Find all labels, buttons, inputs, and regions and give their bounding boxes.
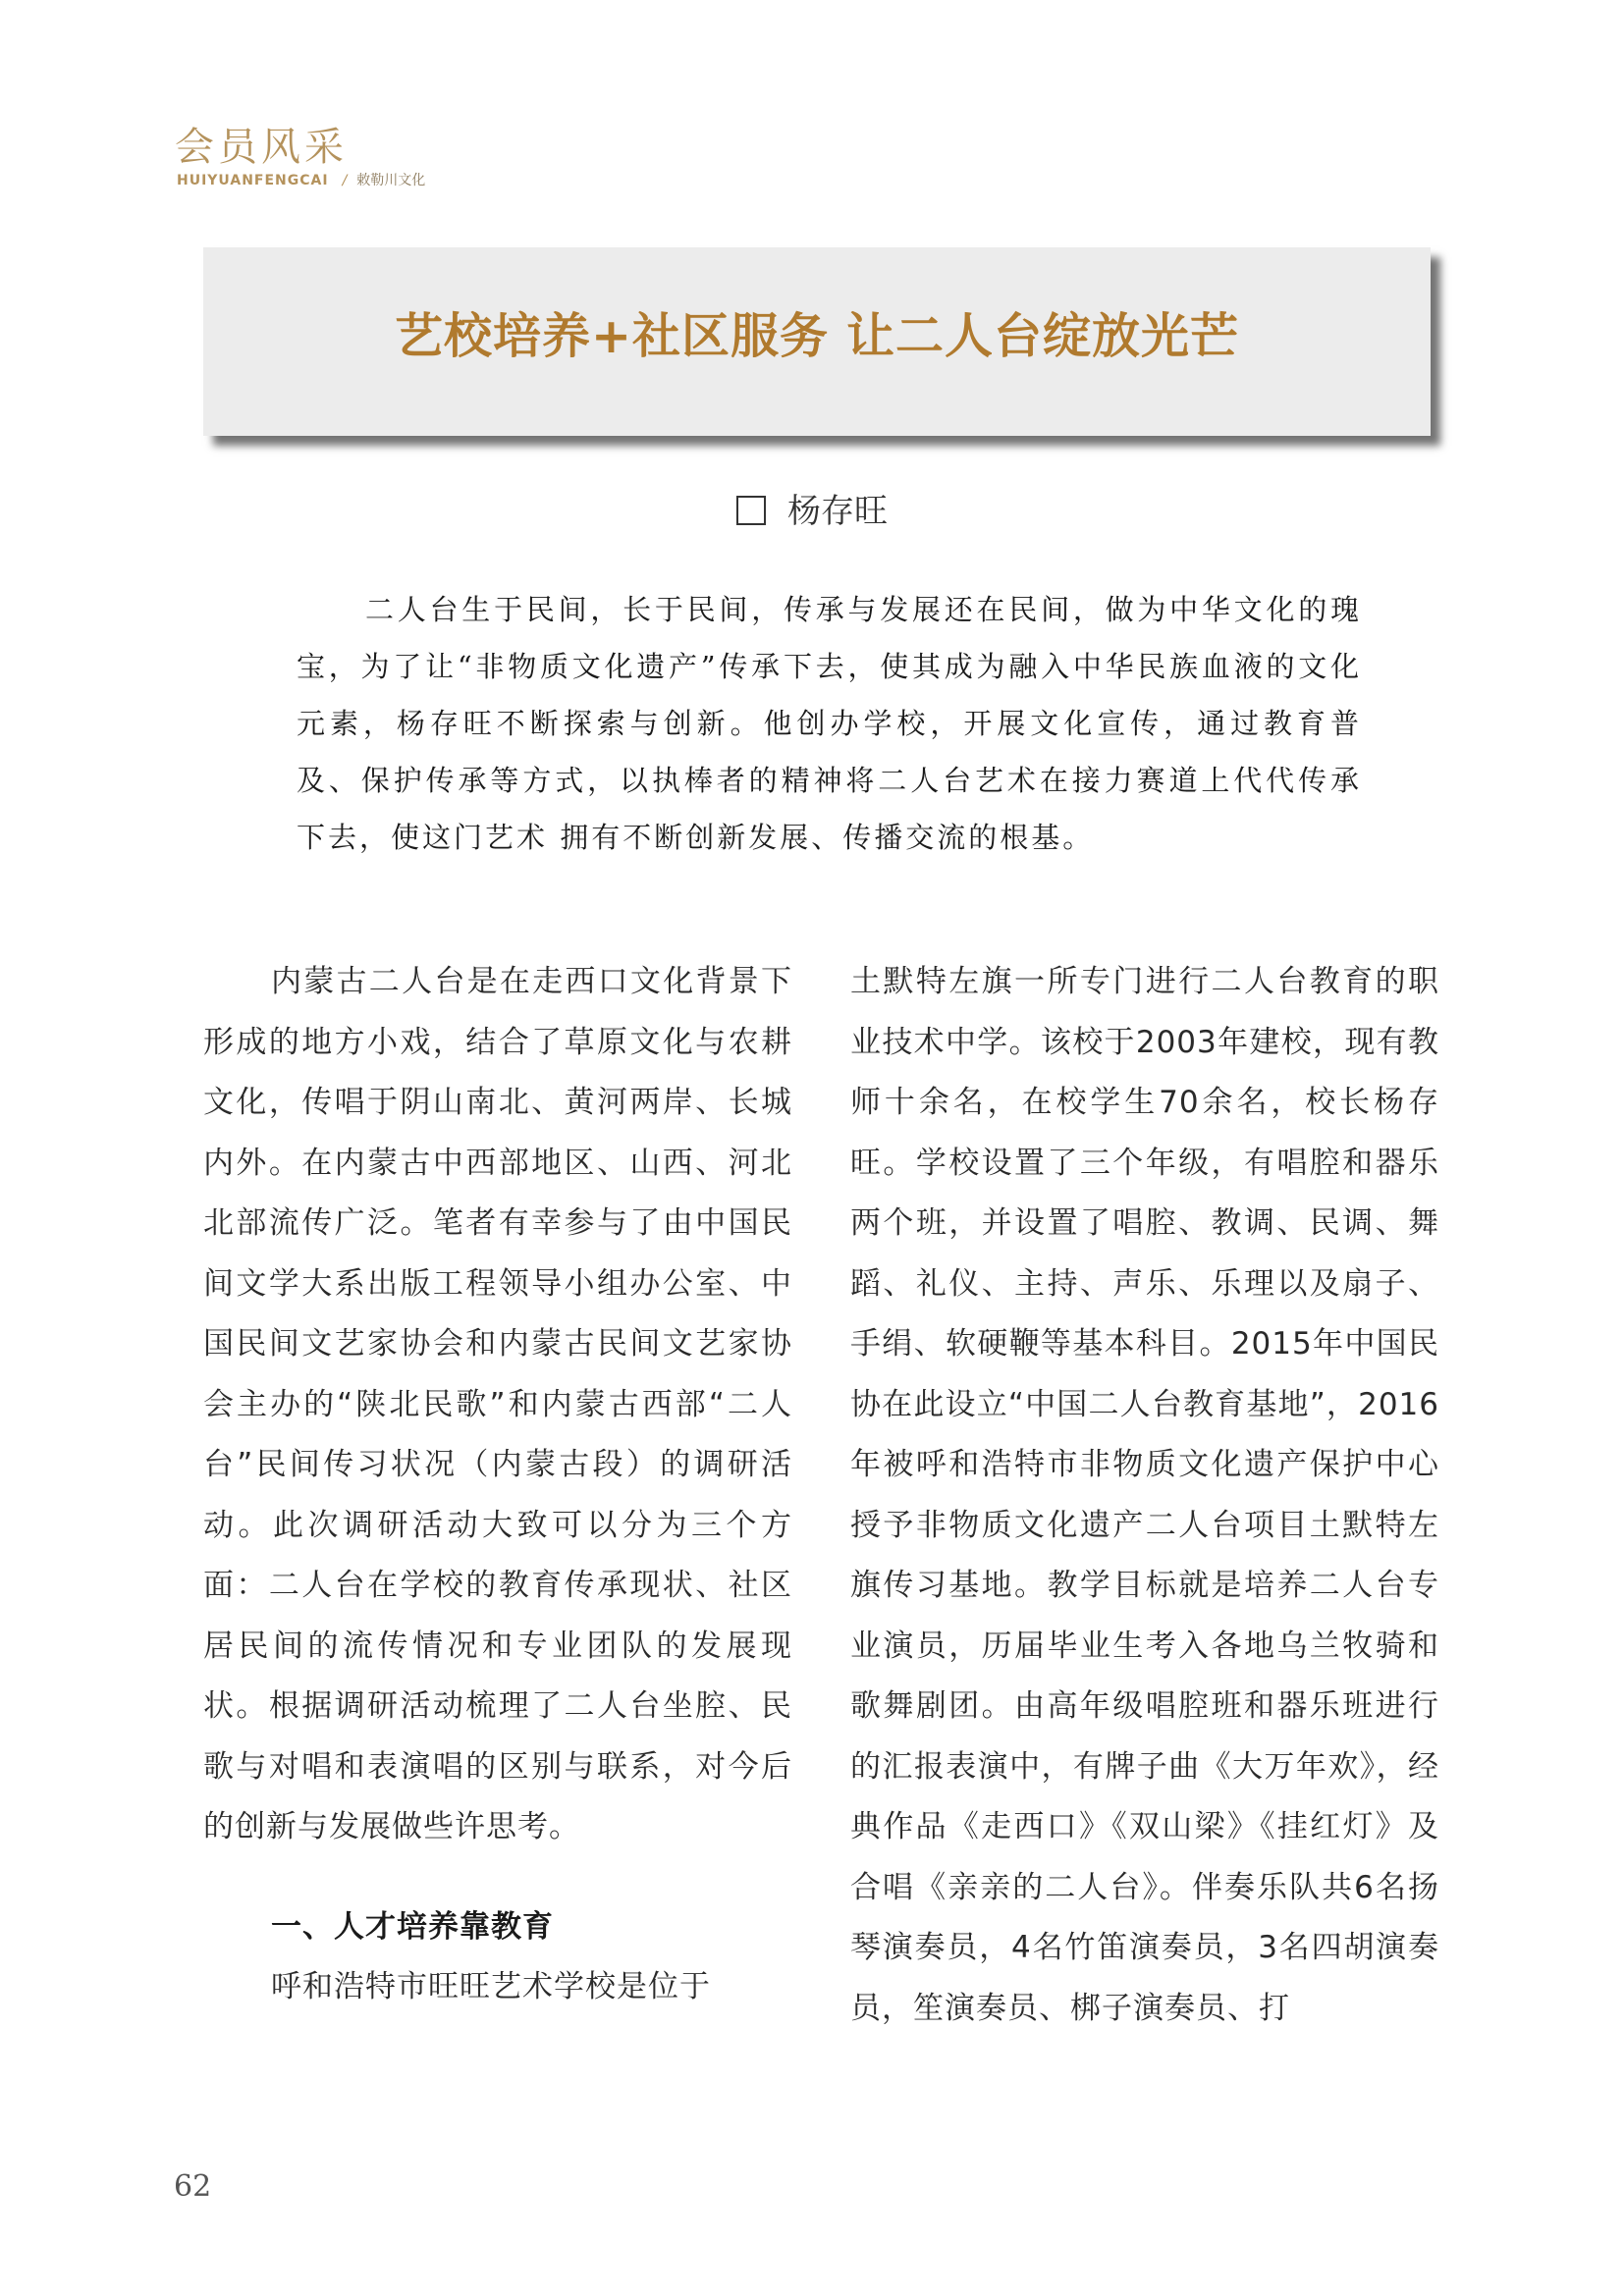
author-name: 杨存旺	[787, 492, 888, 531]
magazine-name: 敕勒川文化	[356, 173, 426, 188]
byline-box-icon	[736, 496, 766, 525]
page-number: 62	[174, 2169, 212, 2204]
body-paragraph: 土默特左旗一所专门进行二人台教育的职业技术中学。该校于2003年建校，现有教师十余名，在校学生70余名，校长杨存旺。学校设置了三个年级，有唱腔和器乐两个班，并设置了唱腔、教调、民调、舞蹈、礼仪、主持、声乐、乐理以及扇子、手绢、软硬鞭等基本科目。2015年中国民协在此设立“中国二人台教育基地”，2016年被呼和浩特市非物质文化遗产保护中心授予非物质文化遗产二人台项目土默特左旗传习基地。教学目标就是培养二人台专业演员，历届毕业生考入各地乌兰牧骑和歌舞剧团。由高年级唱腔班和器乐班进行的汇报表演中，有牌子曲《大万年欢》，经典作品《走西口》《双山梁》《挂红灯》及合唱《亲亲的二人台》。伴奏乐队共6名扬琴演奏员，4名竹笛演奏员，3名四胡演奏员，笙演奏员、梆子演奏员、打	[850, 964, 1439, 2026]
section-en-label: HUIYUANFENGCAI	[177, 173, 329, 188]
left-column	[203, 952, 792, 2018]
title-box	[203, 247, 1431, 436]
body-paragraph: 内蒙古二人台是在走西口文化背景下形成的地方小戏，结合了草原文化与农耕文化，传唱于阴山南北、黄河两岸、长城内外。在内蒙古中西部地区、山西、河北北部流传广泛。笔者有幸参与了由中国民间文学大系出版工程领导小组办公室、中国民间文艺家协会和内蒙古民间文艺家协会主办的“陕北民歌”和内蒙古西部“二人台”民间传习状况（内蒙古段）的调研活动。此次调研活动大致可以分为三个方面：二人台在学校的教育传承现状、社区居民间的流传情况和专业团队的发展现状。根据调研活动梳理了二人台坐腔、民歌与对唱和表演唱的区别与联系，对今后的创新与发展做些许思考。	[203, 964, 792, 1844]
abstract: 二人台生于民间，长于民间，传承与发展还在民间，做为中华文化的瑰宝，为了让“非物质文化遗产”传承下去，使其成为融入中华民族血液的文化元素，杨存旺不断探索与创新。他创办学校，开展文化宣传，通过教育普及、保护传承等方式，以执棒者的精神将二人台艺术在接力赛道上代代传承下去，使这门艺术 拥有不断创新发展、传播交流的根基。	[297, 593, 1362, 854]
right-column	[850, 952, 1439, 2039]
divider-slash: /	[342, 173, 348, 188]
byline	[736, 484, 888, 532]
body-paragraph: 呼和浩特市旺旺艺术学校是位于	[271, 1969, 711, 2004]
section-title: 会员风采	[175, 125, 348, 170]
section-heading: 一、人才培养靠教育	[271, 1908, 554, 1945]
article-title: 艺校培养+社区服务 让二人台绽放光芒	[394, 308, 1240, 364]
section-subtitle	[177, 170, 425, 189]
